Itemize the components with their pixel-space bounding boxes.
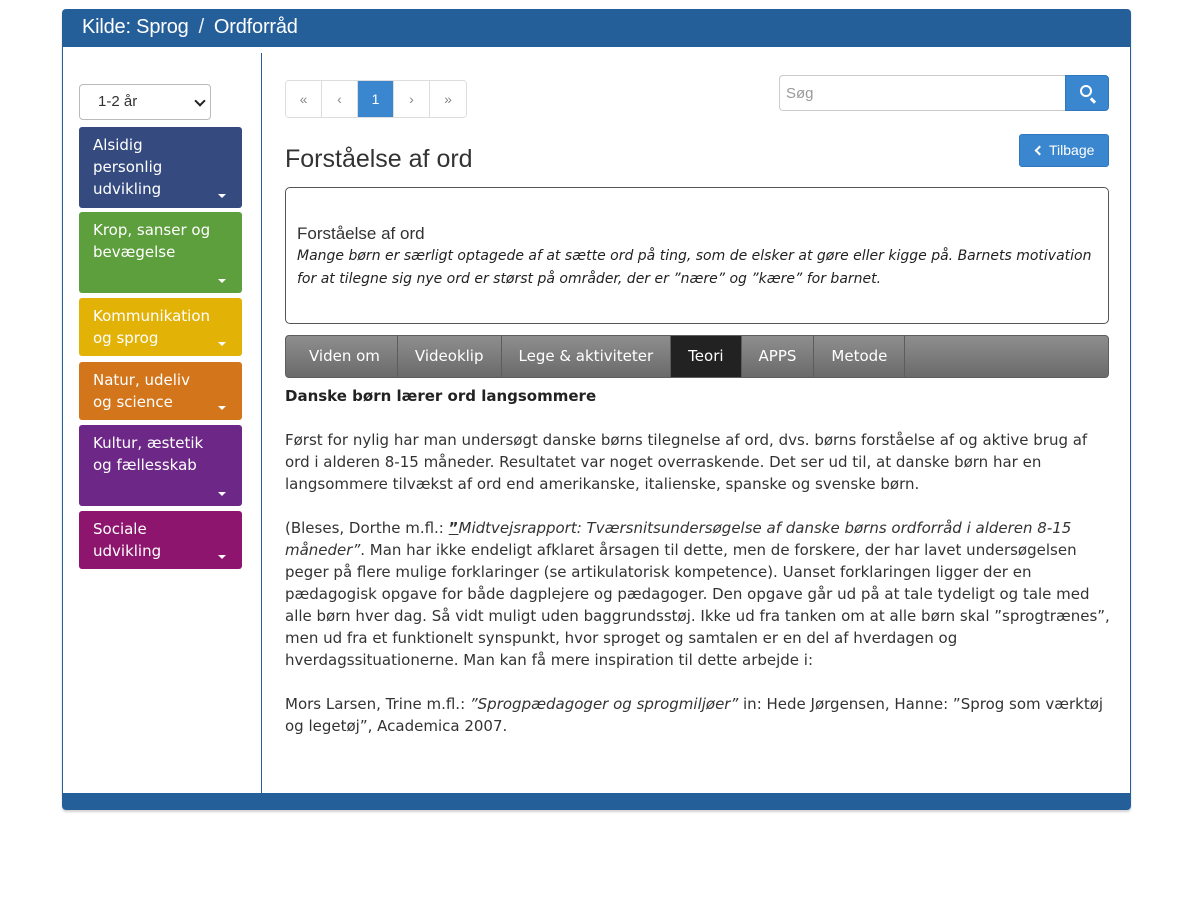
breadcrumb [62,9,1131,47]
content-paragraph-1: Først for nylig har man undersøgt danske børns tilegnelse af ord, dvs. børns forståelse af og aktive brug af ord i alderen 8-15 måneder. Resultatet var noget overraskende. Det ser ud til, at danske børn har en langsommere tilvækst af ord end amerikanske, italienske, spanske og svenske børn. [285,431,1088,493]
tab-bar [285,335,1109,378]
pagination-first[interactable]: « [286,81,322,117]
citation-link[interactable]: ” [448,519,459,537]
category-label: Kultur, æstetik og fællesskab [93,434,204,474]
tab-apps[interactable]: APPS [742,336,815,377]
pagination [285,80,467,118]
tab-metode[interactable]: Metode [814,336,905,377]
content-heading: Danske børn lærer ord langsommere [285,387,597,405]
caret-down-icon [218,406,226,410]
description-text: Mange børn er særligt optagede af at sætte ord på ting, som de elsker at gøre eller kigge på. Barnets motivation for at tilegne sig nye ord er størst på områder, der er ”nære” og ”kære” for barnet. [297,248,1092,287]
search-icon-handle [1090,97,1096,103]
breadcrumb-separator: / [198,16,204,38]
content-paragraph-2 [285,517,1111,671]
chevron-left-icon [1035,146,1045,156]
reference-rest: in: Hede Jørgensen, Hanne: ”Sprog som værktøj og legetøj”, Academica 2007. [285,695,1104,735]
description-title: Forståelse af ord [297,224,425,243]
category-label: Kommunikation og sprog [93,307,211,347]
app-frame [62,9,1131,810]
tab-videoklip[interactable]: Videoklip [398,336,502,377]
caret-down-icon [218,342,226,346]
search-button[interactable] [1065,75,1109,111]
category-natur-udeliv-science[interactable] [79,362,242,420]
reference-prefix: Mors Larsen, Trine m.fl.: [285,695,470,713]
category-kommunikation-og-sprog[interactable] [79,298,242,356]
pagination-current[interactable]: 1 [358,81,394,117]
pagination-last[interactable]: » [430,81,466,117]
category-krop-sanser-bevaegelse[interactable] [79,212,242,293]
category-label: Natur, udeliv og science [93,371,190,411]
sidebar-divider [261,53,262,793]
citation-title: Midtvejsrapport: Tværsnitsundersøgelse af danske børns ordforråd i alderen 8-15 måneder” [285,519,1072,559]
chevron-down-icon [194,95,205,106]
reference-title: ”Sprogpædagoger og sprogmiljøer” [469,695,739,713]
citation-body: . Man har ikke endeligt afklaret årsagen til dette, men de forskere, der har lavet undersøgelsen peger på flere mulige forklaringer (se artikulatorisk kompetence). Uanset forklaringen ligger der en pædagogisk opgave for både dagplejere og pædagoger. Den opgave går ud på at tale tydeligt og tale med alle børn hver dag. Så vidt muligt uden baggrundsstøj. Ikke ud fra tanken om at alle børn skal ”sprogtrænes”, men ud fra et funktionelt synspunkt, hvor sproget og samtalen er en del af hverdagen og hverdagssituationerne. Man kan få mere inspiration til dette arbejde i: [285,541,1110,669]
category-kultur-aestetik-faellesskab[interactable] [79,425,242,506]
tab-teori[interactable]: Teori [671,336,741,377]
tab-content [285,385,1111,737]
search-icon [1080,85,1092,97]
description-box [285,187,1109,324]
pagination-prev[interactable]: ‹ [322,81,358,117]
main-panel [62,47,1131,793]
content-paragraph-3 [285,693,1111,737]
pagination-next[interactable]: › [394,81,430,117]
footer-bar [62,793,1131,810]
page-title: Forståelse af ord [285,145,473,173]
category-label: Alsidig personlig udvikling [93,136,163,198]
category-label: Krop, sanser og bevægelse [93,221,211,261]
breadcrumb-source[interactable]: Kilde: Sprog [82,16,189,38]
tab-viden-om[interactable]: Viden om [292,336,398,377]
tab-lege-aktiviteter[interactable]: Lege & aktiviteter [502,336,672,377]
caret-down-icon [218,279,226,283]
search-input[interactable] [779,75,1066,111]
breadcrumb-current: Ordforråd [213,16,298,38]
caret-down-icon [218,194,226,198]
category-label: Sociale udvikling [93,520,162,560]
back-button-label: Tilbage [1049,142,1095,158]
caret-down-icon [218,492,226,496]
category-alsidig-personlig-udvikling[interactable] [79,127,242,208]
age-select[interactable] [79,84,211,120]
age-select-value: 1-2 år [98,93,138,110]
citation-prefix: (Bleses, Dorthe m.fl.: [285,519,449,537]
caret-down-icon [218,555,226,559]
back-button[interactable] [1019,134,1109,167]
category-sociale-udvikling[interactable] [79,511,242,569]
